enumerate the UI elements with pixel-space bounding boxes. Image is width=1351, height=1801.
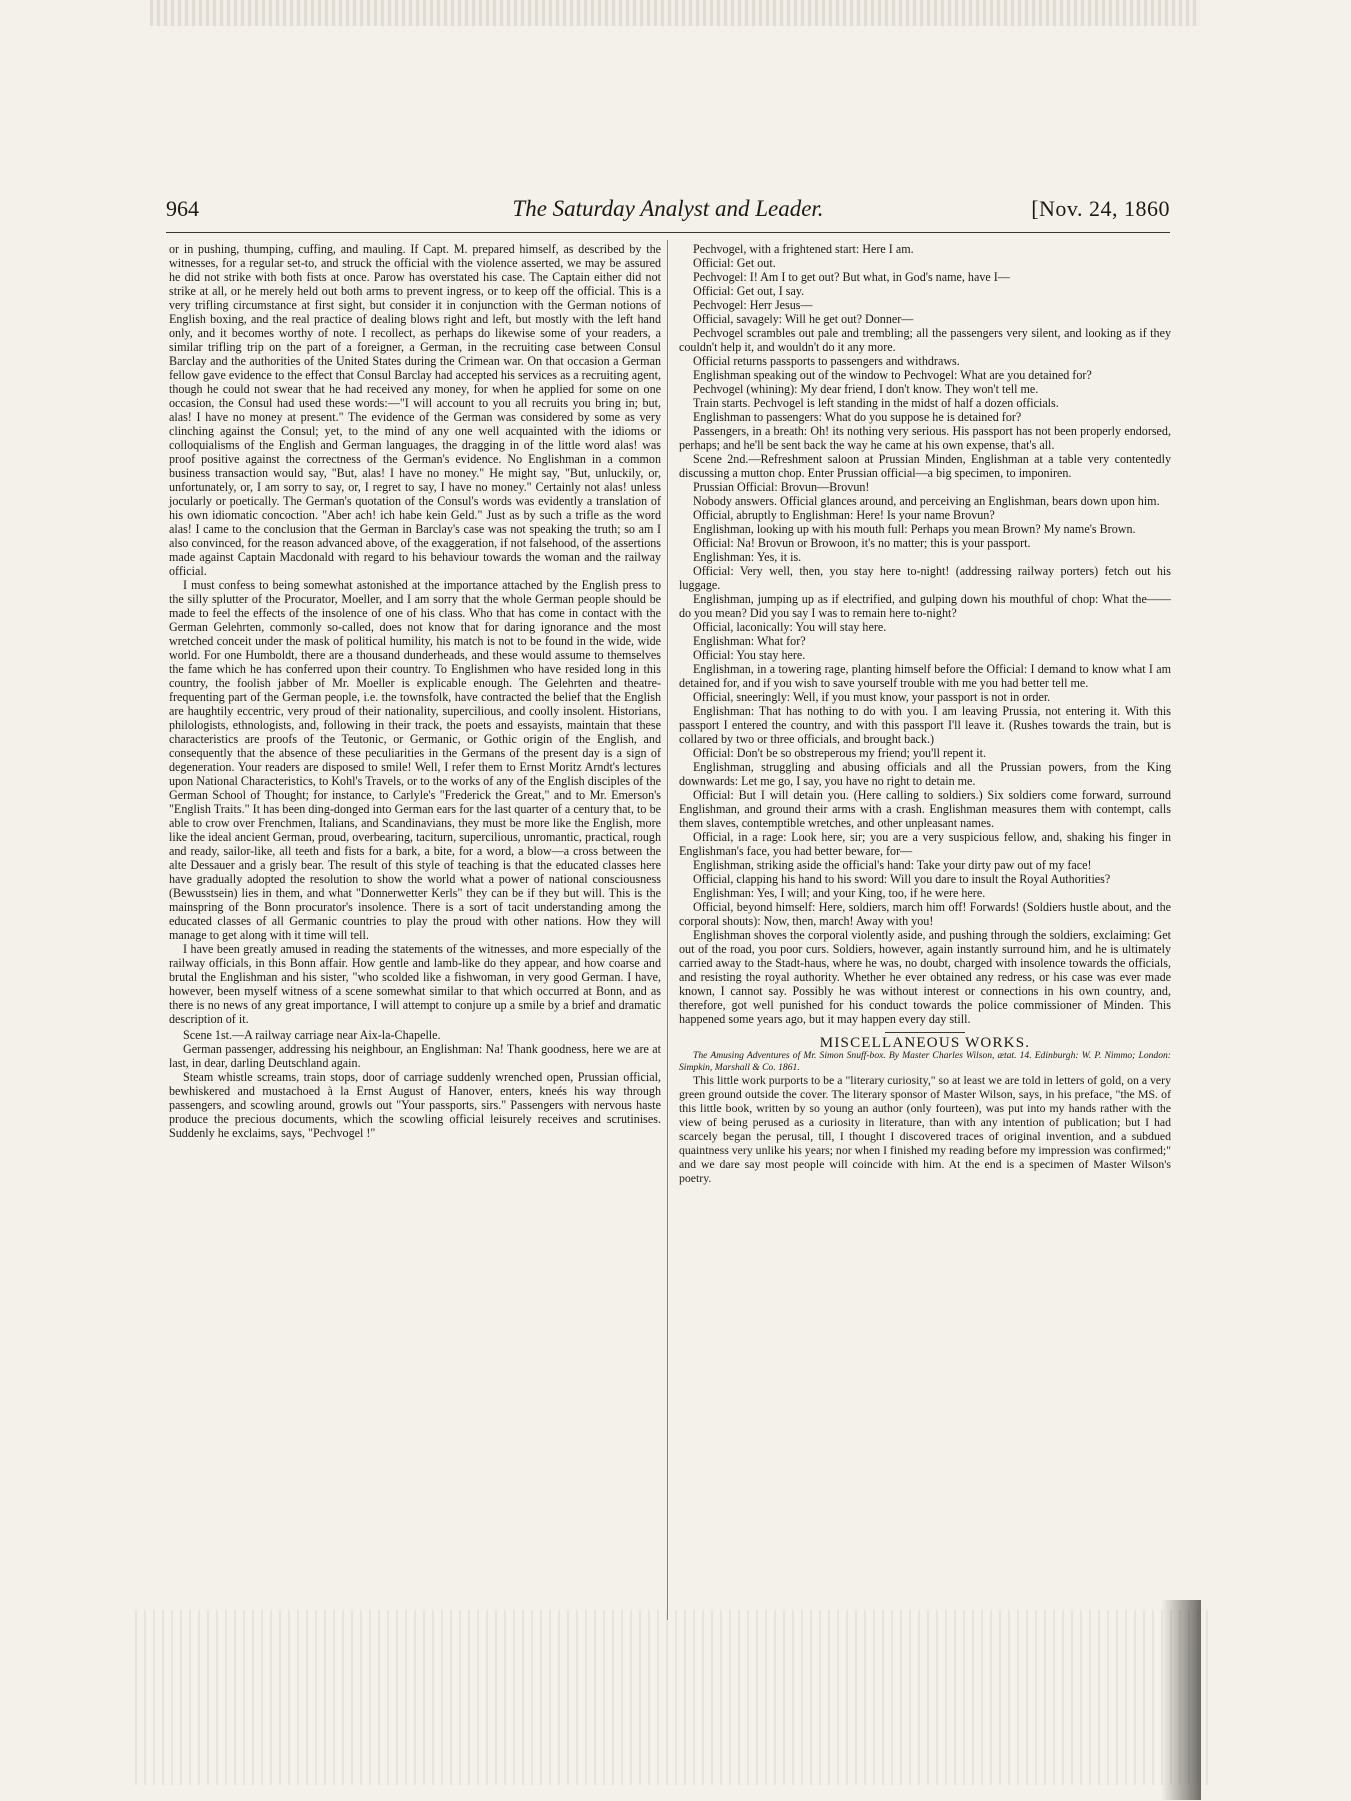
page-number: 964 <box>166 196 199 221</box>
dialogue-line: Official: Na! Brovun or Browoon, it's no matter; this is your passport. <box>693 536 1031 550</box>
dialogue-line: Official, laconically: You will stay here. <box>693 620 887 634</box>
dialogue-line: Official returns passports to passengers and withdraws. <box>693 354 960 368</box>
dialogue-line: Englishman: That has nothing to do with you. I am leaving Prussia, not entering it. With this passport I entered the country, and with this passport I'll leave it. (Rushes towards the train, but is collared by two or three officials, and brought back.) <box>679 704 1171 746</box>
article-paragraph: I have been greatly amused in reading the statements of the witnesses, and more especially of the railway officials, in this Bonn affair. How gentle and lamb-like do they appear, and how coarse and brutal the Englishman and his sister, "who scolded like a fishwoman, in very good German. I have, however, been myself witness of a scene somewhat similar to that which occurred at Bonn, and as there is no news of any great importance, I will attempt to conjure up a smile by a brief and dramatic description of it. <box>169 942 661 1026</box>
dialogue-line: Pechvogel: I! Am I to get out? But what, in God's name, have I— <box>693 270 1010 284</box>
dialogue-line: German passenger, addressing his neighbour, an Englishman: Na! Thank goodness, here we are at last, in dear, darling Deutschland again. <box>169 1042 661 1070</box>
dialogue-line: Prussian Official: Brovun—Brovun! <box>693 480 870 494</box>
dialogue-line: Official, clapping his hand to his sword: Will you dare to insult the Royal Authorities? <box>693 872 1111 886</box>
dialogue-line: Englishman: What for? <box>693 634 806 648</box>
dialogue-line: Englishman speaking out of the window to Pechvogel: What are you detained for? <box>693 368 1092 382</box>
page-header <box>166 196 1170 232</box>
dialogue-line: Official, beyond himself: Here, soldiers, march him off! Forwards! (Soldiers hustle about, and the corporal shouts): Now, then, march! Away with you! <box>679 900 1171 928</box>
dialogue-line: Englishman to passengers: What do you suppose he is detained for? <box>693 410 1022 424</box>
dialogue-line: Englishman, struggling and abusing officials and all the Prussian powers, from the King downwards: Let me go, I say, you have no right to detain me. <box>679 760 1171 788</box>
dialogue-line: Passengers, in a breath: Oh! its nothing very serious. His passport has not been properly endorsed, perhaps; and he'll be sent back the way he came at his own expense, that's all. <box>679 424 1171 452</box>
dialogue-line: Official: Get out. <box>693 256 776 270</box>
scan-artifact-top <box>150 0 1200 26</box>
section-rule <box>885 1032 965 1033</box>
dialogue-line: Official, savagely: Will he get out? Donner— <box>693 312 914 326</box>
review-paragraph: This little work purports to be a "literary curiosity," so at least we are told in letters of gold, on a very green ground outside the cover. The literary sponsor of Master Wilson, says, in his preface, "the MS. of this little book, written by so young an author (only fourteen), was put into my hands rather with the view of being perused as a curiosity in literature, than with any intention of publication; but I had scarcely began the perusal, till, I thought I discovered traces of original invention, and a subdued quaintness very unlike his years; nor when I finished my reading before my impression was confirmed;" and we dare say most people will coincide with him. At the end is a specimen of Master Wilson's poetry. <box>679 1073 1171 1185</box>
dialogue-line: Pechvogel: Herr Jesus— <box>693 298 813 312</box>
dialogue-line: Official, abruptly to Englishman: Here! Is your name Brovun? <box>693 508 995 522</box>
dialogue-line: Pechvogel, with a frightened start: Here I am. <box>693 242 914 256</box>
dialogue-line: Englishman, looking up with his mouth full: Perhaps you mean Brown? My name's Brown. <box>693 522 1136 536</box>
dialogue-line: Train starts. Pechvogel is left standing in the midst of half a dozen officials. <box>693 396 1059 410</box>
scan-artifact-bottom <box>135 1610 1215 1785</box>
article-paragraph: Steam whistle screams, train stops, door of carriage suddenly wrenched open, Prussian official, bewhiskered and mustachoed à la Ernst August of Hanover, enters, kneés his way through passengers, and scowling around, growls out "Your passports, sirs." Passengers with nervous haste produce the precious documents, which the scowling official leisurely receives and scrutinises. Suddenly he exclaims, says, "Pechvogel !" <box>169 1070 661 1140</box>
right-column <box>679 242 1171 1185</box>
dialogue-line: Pechvogel scrambles out pale and trembling; all the passengers very silent, and looking as if they couldn't help it, and wouldn't do it any more. <box>679 326 1171 354</box>
dialogue-line: Official, in a rage: Look here, sir; you are a very suspicious fellow, and, shaking his finger in Englishman's face, you had better beware, for— <box>679 830 1171 858</box>
section-heading: MISCELLANEOUS WORKS. <box>819 1035 1031 1051</box>
dialogue-line: Official: But I will detain you. (Here calling to soldiers.) Six soldiers come forward, surround Englishman, and ground their arms with a crash. Englishman measures them with contempt, calls them slaves, contemptible wretches, and other unpleasant names. <box>679 788 1171 830</box>
dialogue-line: Nobody answers. Official glances around, and perceiving an Englishman, bears down upon him. <box>693 494 1160 508</box>
scene-heading: Scene 1st.—A railway carriage near Aix-la-Chapelle. <box>183 1028 441 1042</box>
header-rule <box>166 232 1170 233</box>
dialogue-line: Englishman: Yes, it is. <box>693 550 802 564</box>
dialogue-line: Official: You stay here. <box>693 648 806 662</box>
dialogue-line: Official: Don't be so obstreperous my friend; you'll repent it. <box>693 746 986 760</box>
issue-date: [Nov. 24, 1860 <box>1031 196 1170 221</box>
scan-artifact-corner <box>1161 1600 1201 1800</box>
scene-heading: Scene 2nd.—Refreshment saloon at Prussian Minden, Englishman at a table very contentedly discussing a mutton chop. Enter Prussian official—a big specimen, to imponiren. <box>679 452 1171 480</box>
dialogue-line: Englishman, in a towering rage, planting himself before the Official: I demand to know what I am detained for, and if you wish to save yourself trouble with me you had better tell me. <box>679 662 1171 690</box>
dialogue-line: Official, sneeringly: Well, if you must know, your passport is not in order. <box>693 690 1051 704</box>
dialogue-line: Englishman, jumping up as if electrified, and gulping down his mouthful of chop: What the——do you mean? Did you say I was to remain here to-night? <box>679 592 1171 620</box>
article-paragraph: I must confess to being somewhat astonished at the importance attached by the English press to the silly splutter of the Procurator, Moeller, and I am sorry that the whole German people should be made to feel the effects of the insolence of one of his class. Who that has come in contact with the German Gelehrten, commonly so-called, does not know that for daring ignorance and the most wretched conceit under the mask of political humility, his match is not to be found in the wide, wide world. For one Humboldt, there are a thousand dunderheads, and these would assume to themselves the fame which he has conferred upon their country. To Englishmen who have resided long in this country, the foolish jabber of Mr. Moeller is explicable enough. The Gelehrten and theatre-frequenting part of the German people, i.e. the townsfolk, have contracted the belief that the English are haughtily eccentric, very proud of their nationality, supercilious, and coolly insolent. Historians, philologists, ethnologists, and, following in their track, the poets and essayists, maintain that these characteristics are proofs of the Teutonic, or Germanic, or Gothic origin of the English, and consequently that the absence of these peculiarities in the Germans of the present day is a sign of degeneration. Your readers are disposed to smile! Well, I refer them to Ernst Moritz Arndt's lectures upon National Characteristics, to Kohl's Travels, or to the works of any of the English disciples of the German School of Thought; for instance, to Carlyle's "Frederick the Great," and to Mr. Emerson's "English Traits." It has been ding-donged into German ears for the last quarter of a century that, to be able to crow over Frenchmen, Italians, and Scandinavians, they must be more like the English, more like the ideal ancient German, proud, overbearing, taciturn, supercilious, unromantic, practical, rough and ready, sailor-like, all teeth and fists for a bark, a bite, for a word, a blow—a cross between the alte Dessauer and a grisly bear. The result of this style of teaching is that the educated classes here have gradually adopted the resolution to show the world what a power of national consciousness (Bewusstsein) lies in them, and what "Donnerwetter Kerls" they can be if they but will. This is the mainspring of the Bonn procurator's insolence. There is a sort of tacit understanding among the educated classes of all Germanic countries to play the proud with other nations. How they will manage to get along with it time will tell. <box>169 578 661 942</box>
review-citation: The Amusing Adventures of Mr. Simon Snuff-box. By Master Charles Wilson, ætat. 14. Edinburgh: W. P. Nimmo; London: Simpkin, Marshall & Co. 1861. <box>679 1050 1171 1073</box>
dialogue-line: Official: Get out, I say. <box>693 284 805 298</box>
article-paragraph: Englishman shoves the corporal violently aside, and pushing through the soldiers, exclaiming: Get out of the road, you poor curs. Soldiers, however, again instantly surround him, and he is ultimately carried away to the Stadt-haus, where he was, no doubt, charged with insolence towards the officials, and resisting the royal authority. Whether he ever obtained any redress, or his case was ever made known, I cannot say. Possibly he was without interest or connections in his own country, and, therefore, got well punished for his conduct towards the police commissioner of Minden. This happened some years ago, but it may happen every day still. <box>679 928 1171 1026</box>
article-paragraph: or in pushing, thumping, cuffing, and mauling. If Capt. M. prepared himself, as described by the witnesses, for a regular set-to, and struck the official with the violence asserted, we may be assured he did not strike with both fists at once. Parow has overstated his case. The Captain either did not strike at all, or he merely held out both arms to prevent ingress, or to keep off the official. This is a very trifling circumstance at first sight, but consider it in conjunction with the German notions of English boxing, and the real practice of dealing blows right and left, but mostly with the left hand only, and it becomes worthy of note. I recollect, as perhaps do likewise some of your readers, a similar trifling trip on the part of a foreigner, a German, in the recruiting case between Consul Barclay and the authorities of the United States during the Crimean war. On that occasion a German fellow gave evidence to the effect that Consul Barclay had accepted his services as a recruiting agent, though he could not swear that he had received any money, for when he applied for some on one occasion, the Consul had used these words:—"I will account to you all recruits you bring in; but, alas! I have no money at present." The evidence of the German was considered by some as very clinching against the Consul; yet, to the mind of any one well acquainted with the idioms or colloquialisms of the English and German languages, the dragging in of the little word alas! was proof positive against the correctness of the German's evidence. No Englishman in a common business transaction would say, "But, alas! I have no money." He might say, "But, unluckily, or, unfortunately, or, I am sorry to say, or, I regret to say, I have no money." Certainly not alas! unless jocularly or poetically. The German's quotation of the Consul's words was evidently a translation of his own idiomatic concoction. "Aber ach! ich habe kein Geld." Just as by such a trifle as the word alas! I came to the conclusion that the German in Barclay's case was not speaking the truth; so am I also convinced, for the reason advanced above, of the exaggeration, if not falsehood, of the assertions made against Captain Macdonald with regard to his behaviour towards the woman and the railway official. <box>169 242 661 578</box>
dialogue-line: Englishman, striking aside the official's hand: Take your dirty paw out of my face! <box>693 858 1092 872</box>
dialogue-line: Englishman: Yes, I will; and your King, too, if he were here. <box>693 886 986 900</box>
dialogue-line: Pechvogel (whining): My dear friend, I don't know. They won't tell me. <box>693 382 1039 396</box>
column-divider <box>667 240 668 1620</box>
left-column <box>169 242 661 1140</box>
dialogue-line: Official: Very well, then, you stay here to-night! (addressing railway porters) fetch out his luggage. <box>679 564 1171 592</box>
masthead-title: The Saturday Analyst and Leader. <box>512 196 824 221</box>
